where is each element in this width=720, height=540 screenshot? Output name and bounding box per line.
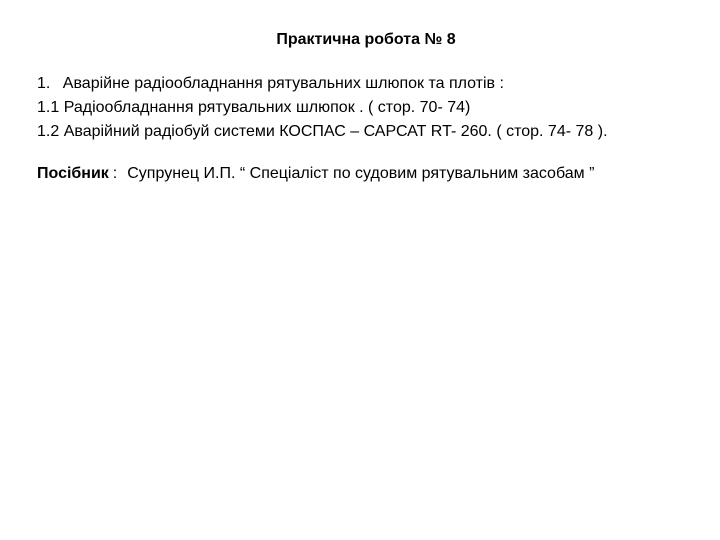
list-item	[37, 120, 717, 144]
manual-label: Посібник	[37, 165, 109, 182]
item-number: 1.2	[37, 123, 60, 140]
manual-colon: :	[112, 165, 118, 182]
item-text: Аварійний радіобуй системи КОСПАС – САРСАТ RT- 260. ( стор. 74- 78 ).	[63, 123, 608, 140]
task-list	[37, 72, 717, 144]
item-number: 1.	[37, 75, 51, 92]
item-text: Радіообладнання рятувальних шлюпок . ( стор. 70- 74)	[63, 99, 471, 116]
list-item	[37, 96, 717, 120]
item-text: Аварійне радіообладнання рятувальних шлюпок та плотів :	[62, 75, 504, 92]
page-title	[0, 31, 720, 49]
title-text: Практична робота № 8	[276, 31, 456, 48]
item-number: 1.1	[37, 99, 60, 116]
list-item	[37, 72, 717, 96]
manual-text: Супрунец И.П. “ Спеціаліст по судовим рятувальним засобам ”	[127, 165, 595, 182]
manual-reference	[37, 164, 594, 184]
